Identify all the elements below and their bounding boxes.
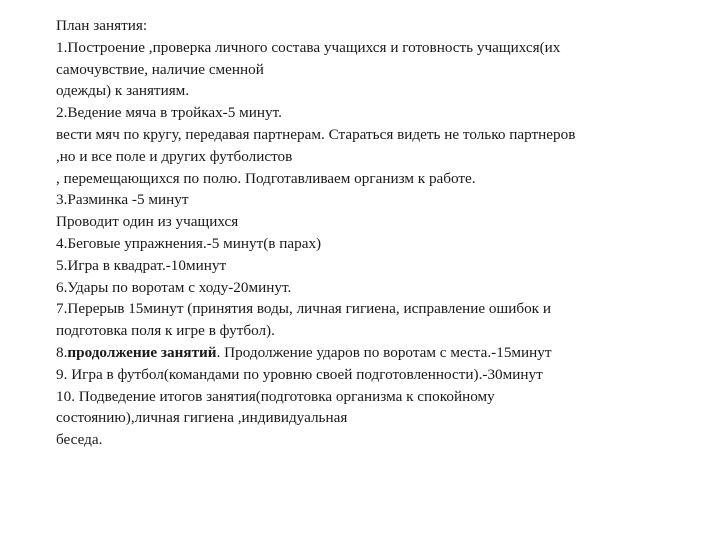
text-line: 6.Удары по воротам с ходу-20минут. <box>56 278 292 296</box>
line-8-bold-phrase: продолжение занятий <box>67 343 217 361</box>
text-line-8 <box>56 342 696 364</box>
text-line: беседа. <box>56 431 103 449</box>
line-8-prefix: 8. <box>56 343 68 361</box>
text-line: подготовка поля к игре в футбол). <box>56 322 275 340</box>
text-line: 2.Ведение мяча в тройках-5 минут. <box>56 104 282 122</box>
text-line: вести мяч по кругу, передавая партнерам. Стараться видеть не только партнеров <box>56 125 576 143</box>
text-line: 4.Беговые упражнения.-5 минут(в парах) <box>56 234 322 252</box>
plan-title: План занятия: <box>56 17 148 34</box>
text-line: 1.Построение ,проверка личного состава учащихся и готовность учащихся(их <box>56 38 561 56</box>
text-line: Проводит один из учащихся <box>56 213 239 231</box>
text-line: 9. Игра в футбол(командами по уровню своей подготовленности).-30минут <box>56 365 543 383</box>
text-line: одежды) к занятиям. <box>56 82 190 100</box>
text-line: самочувствие, наличие сменной <box>56 60 264 78</box>
text-line: состоянию),личная гигиена ,индивидуальная <box>56 409 348 427</box>
text-line: 7.Перерыв 15минут (принятия воды, личная гигиена, исправление ошибок и <box>56 300 551 318</box>
text-line: 10. Подведение итогов занятия(подготовка организма к спокойному <box>56 387 495 405</box>
line-8-suffix: . Продолжение ударов по воротам с места.-15минут <box>216 343 552 361</box>
text-line: 3.Разминка -5 минут <box>56 191 189 209</box>
lesson-plan-text <box>56 15 696 451</box>
text-line: ,но и все поле и других футболистов <box>56 147 293 165</box>
text-line: , перемещающихся по полю. Подготавливаем организм к работе. <box>56 169 476 187</box>
text-line: 5.Игра в квадрат.-10минут <box>56 256 227 274</box>
